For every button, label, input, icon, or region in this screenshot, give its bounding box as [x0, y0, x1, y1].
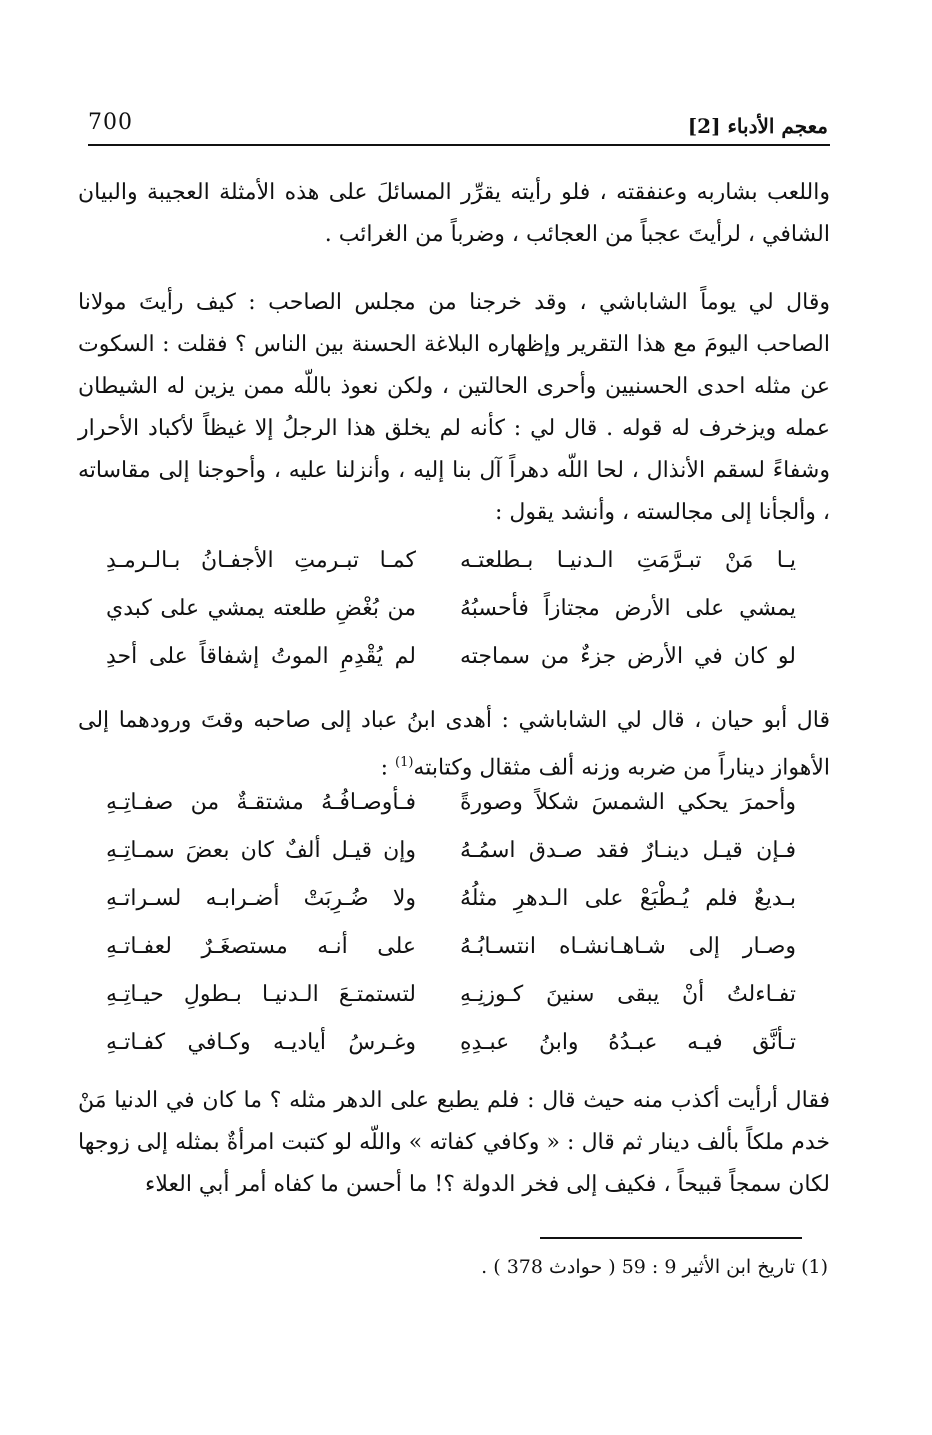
verse-first-hemistich: وصـار إلى شـاهـانشـاه انتسـابُـهُ — [460, 934, 796, 959]
verse — [96, 782, 796, 830]
verse — [96, 830, 796, 878]
verse — [96, 878, 796, 926]
verse-second-hemistich: لم يُقْدِمِ الموتُ إشفاقاً على أحدِ — [106, 644, 416, 669]
verse-second-hemistich: فـأوصـافُـهُ مشتقـةٌ من صفـاتِـهِ — [106, 790, 416, 815]
verse-second-hemistich: وغـرسُ أياديـه وكـافي كفـاتـهِ — [106, 1030, 416, 1055]
paragraph-2 — [78, 282, 830, 534]
paragraph-text: فقال أرأيت أكذب منه حيث قال : فلم يطبع على الدهر مثله ؟ ما كان في الدنيا مَنْ خدم ملكاً بألف دينار ثم قال : « وكافي كفاته » واللّه لو كتبت امرأةٌ بمثله إلى زوجها لكان سمجاً قبيحاً ، فكيف إلى فخر الدولة ؟! ما أحسن ما كفاه أمر أبي العلاء — [78, 1088, 830, 1197]
verse-first-hemistich: وأحمرَ يحكي الشمسَ شكلاً وصورةً — [460, 790, 796, 815]
verse-first-hemistich: فـإن قيـل دينـارٌ فقد صـدق اسمُـهُ — [460, 838, 796, 863]
verse-first-hemistich: بـديعٌ فلم يُـطْبَعْ على الـدهرِ مثلُهُ — [460, 886, 796, 911]
paragraph-1 — [78, 172, 830, 256]
paragraph-tail: : — [380, 755, 395, 781]
page-header — [88, 100, 828, 146]
page-number: 700 — [88, 110, 133, 135]
footnote-marker: (1) — [394, 755, 414, 770]
footnote: (1) تاريخ ابن الأثير 9 : 59 ( حوادث 378 ) . — [481, 1256, 828, 1278]
verse-second-hemistich: كمـا تبـرمتِ الأجفـانُ بـالـرمـدِ — [106, 548, 416, 573]
paragraph-3 — [78, 700, 830, 789]
paragraph-4 — [78, 1080, 830, 1206]
poem-1 — [96, 540, 796, 684]
paragraph-text — [78, 700, 830, 789]
verse — [96, 588, 796, 636]
paragraph-body: قال أبو حيان ، قال لي الشاباشي : أهدى ابنُ عباد إلى صاحبه وقتَ ورودهما إلى الأهواز ديناراً من ضربه وزنه ألف مثقال وكتابته — [78, 708, 830, 781]
verse-first-hemistich: تفـاءلتُ أنْ يبقى سنينَ كـوزنِـهِ — [460, 982, 796, 1007]
verse-second-hemistich: لتستمتـعَ الـدنيـا بـطولِ حيـاتِـهِ — [106, 982, 416, 1007]
verse — [96, 974, 796, 1022]
verse — [96, 1022, 796, 1070]
footnote-rule — [540, 1237, 802, 1239]
verse-first-hemistich: يـا مَنْ تبـرَّمَتِ الـدنيـا بـطلعتـه — [460, 548, 796, 573]
verse-first-hemistich: لو كان في الأرض جزءٌ من سماجته — [460, 644, 796, 669]
verse-second-hemistich: ولا ضُـرِبَتْ أضـرابـه لسـراتـهِ — [106, 886, 416, 911]
verse — [96, 636, 796, 684]
verse-first-hemistich: يمشي على الأرض مجتازاً فأحسبُهُ — [460, 596, 796, 621]
verse — [96, 540, 796, 588]
verse-first-hemistich: تـأنَّق فيـه عبـدُهُ وابنُ عبـدِهِ — [460, 1030, 796, 1055]
paragraph-text: واللعب بشاربه وعنفقته ، فلو رأيته يقرِّر المسائلَ على هذه الأمثلة العجيبة والبيان الشافي ، لرأيتَ عجباً من العجائب ، وضرباً من الغرائب . — [78, 180, 830, 247]
header-rule — [88, 144, 830, 146]
verse-second-hemistich: من بُغْضِ طلعته يمشي على كبدي — [106, 596, 416, 621]
paragraph-text: وقال لي يوماً الشاباشي ، وقد خرجنا من مجلس الصاحب : كيف رأيتَ مولانا الصاحب اليومَ مع هذا التقرير وإظهاره البلاغة الحسنة بين الناس ؟ فقلت : السكوت عن مثله احدى الحسنيين وأحرى الحالتين ، ولكن نعوذ باللّه ممن يزين له الشيطان عمله ويزخرف له قوله . قال لي : كأنه لم يخلق هذا الرجلُ إلا غيظاً لأكباد الأحرار وشفاءً لسقم الأنذال ، لحا اللّه دهراً آل بنا إليه ، وأنزلنا عليه ، وأحوجنا إلى مقاساته ، وألجأنا إلى مجالسته ، وأنشد يقول : — [78, 290, 830, 525]
poem-2 — [96, 782, 796, 1070]
running-head: معجم الأدباء [2] — [687, 114, 828, 138]
verse-second-hemistich: على أنـه مستصغَـرٌ لعفـاتـهِ — [106, 934, 416, 959]
verse-second-hemistich: وإن قيـل ألفٌ كان بعضَ سمـاتِـهِ — [106, 838, 416, 863]
verse — [96, 926, 796, 974]
